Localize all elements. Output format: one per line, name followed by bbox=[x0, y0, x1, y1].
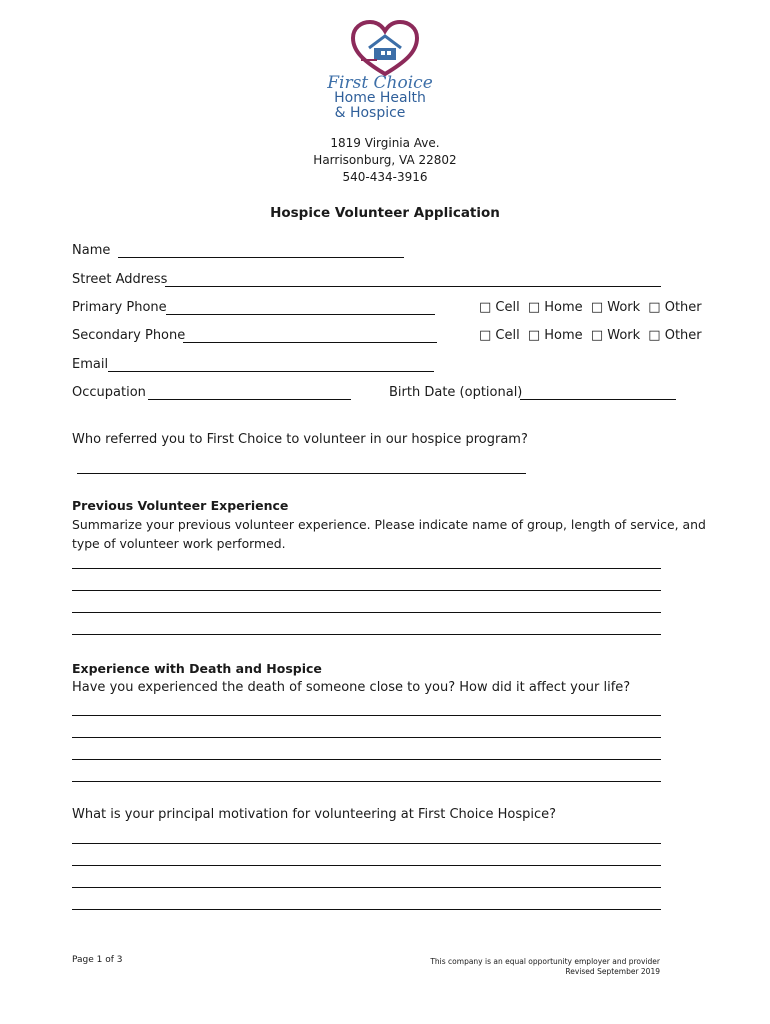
revised-date: Revised September 2019 bbox=[565, 967, 660, 976]
motivation-prompt: What is your principal motivation for volunteering at First Choice Hospice? bbox=[72, 807, 557, 822]
secondary-phone-field[interactable] bbox=[183, 342, 437, 343]
secondary-work-checkbox[interactable]: □ Work bbox=[590, 328, 641, 343]
logo-line-1: First Choice bbox=[327, 73, 433, 93]
page-number: Page 1 of 3 bbox=[72, 955, 123, 965]
secondary-phone-types bbox=[479, 328, 706, 344]
secondary-other-checkbox[interactable]: □ Other bbox=[648, 328, 702, 343]
death-experience-prompt: Have you experienced the death of someone close to you? How did it affect your life? bbox=[72, 680, 631, 695]
motivation-line-2[interactable] bbox=[72, 865, 661, 866]
address-city: Harrisonburg, VA 22802 bbox=[313, 153, 457, 167]
previous-experience-line-2[interactable] bbox=[72, 590, 661, 591]
referral-question: Who referred you to First Choice to volunteer in our hospice program? bbox=[72, 432, 528, 447]
primary-cell-checkbox[interactable]: □ Cell bbox=[479, 300, 520, 315]
previous-experience-line-3[interactable] bbox=[72, 612, 661, 613]
secondary-phone-label: Secondary Phone bbox=[72, 328, 186, 343]
primary-phone-label: Primary Phone bbox=[72, 300, 167, 315]
primary-other-checkbox[interactable]: □ Other bbox=[648, 300, 702, 315]
primary-phone-types bbox=[479, 300, 706, 316]
primary-home-checkbox[interactable]: □ Home bbox=[527, 300, 583, 315]
motivation-line-4[interactable] bbox=[72, 909, 661, 910]
death-experience-line-3[interactable] bbox=[72, 759, 661, 760]
secondary-home-checkbox[interactable]: □ Home bbox=[527, 328, 583, 343]
email-field[interactable] bbox=[108, 371, 434, 372]
motivation-line-3[interactable] bbox=[72, 887, 661, 888]
eoe-statement: This company is an equal opportunity employer and provider bbox=[430, 957, 660, 966]
secondary-cell-checkbox[interactable]: □ Cell bbox=[479, 328, 520, 343]
name-field[interactable] bbox=[118, 257, 404, 258]
logo-line-2: Home Health bbox=[334, 90, 426, 106]
motivation-line-1[interactable] bbox=[72, 843, 661, 844]
death-experience-line-1[interactable] bbox=[72, 715, 661, 716]
address-street: 1819 Virginia Ave. bbox=[330, 136, 440, 150]
address-phone: 540-434-3916 bbox=[342, 170, 428, 184]
occupation-label: Occupation bbox=[72, 385, 146, 400]
death-experience-heading: Experience with Death and Hospice bbox=[72, 661, 322, 676]
death-experience-line-2[interactable] bbox=[72, 737, 661, 738]
street-address-field[interactable] bbox=[165, 286, 661, 287]
street-address-label: Street Address bbox=[72, 272, 168, 287]
previous-experience-prompt-2: type of volunteer work performed. bbox=[72, 536, 286, 551]
previous-experience-prompt-1: Summarize your previous volunteer experience. Please indicate name of group, length of service, and bbox=[72, 517, 706, 532]
referral-field[interactable] bbox=[77, 473, 526, 474]
birth-date-label: Birth Date (optional) bbox=[389, 385, 523, 400]
name-label: Name bbox=[72, 243, 111, 258]
death-experience-line-4[interactable] bbox=[72, 781, 661, 782]
occupation-field[interactable] bbox=[148, 399, 351, 400]
page-title: Hospice Volunteer Application bbox=[270, 205, 500, 221]
previous-experience-heading: Previous Volunteer Experience bbox=[72, 498, 289, 513]
previous-experience-line-1[interactable] bbox=[72, 568, 661, 569]
logo bbox=[325, 18, 445, 123]
previous-experience-line-4[interactable] bbox=[72, 634, 661, 635]
primary-work-checkbox[interactable]: □ Work bbox=[590, 300, 641, 315]
email-label: Email bbox=[72, 357, 109, 372]
heart-house-icon bbox=[325, 18, 445, 76]
birth-date-field[interactable] bbox=[520, 399, 676, 400]
primary-phone-field[interactable] bbox=[166, 314, 435, 315]
logo-line-3: & Hospice bbox=[334, 105, 406, 121]
